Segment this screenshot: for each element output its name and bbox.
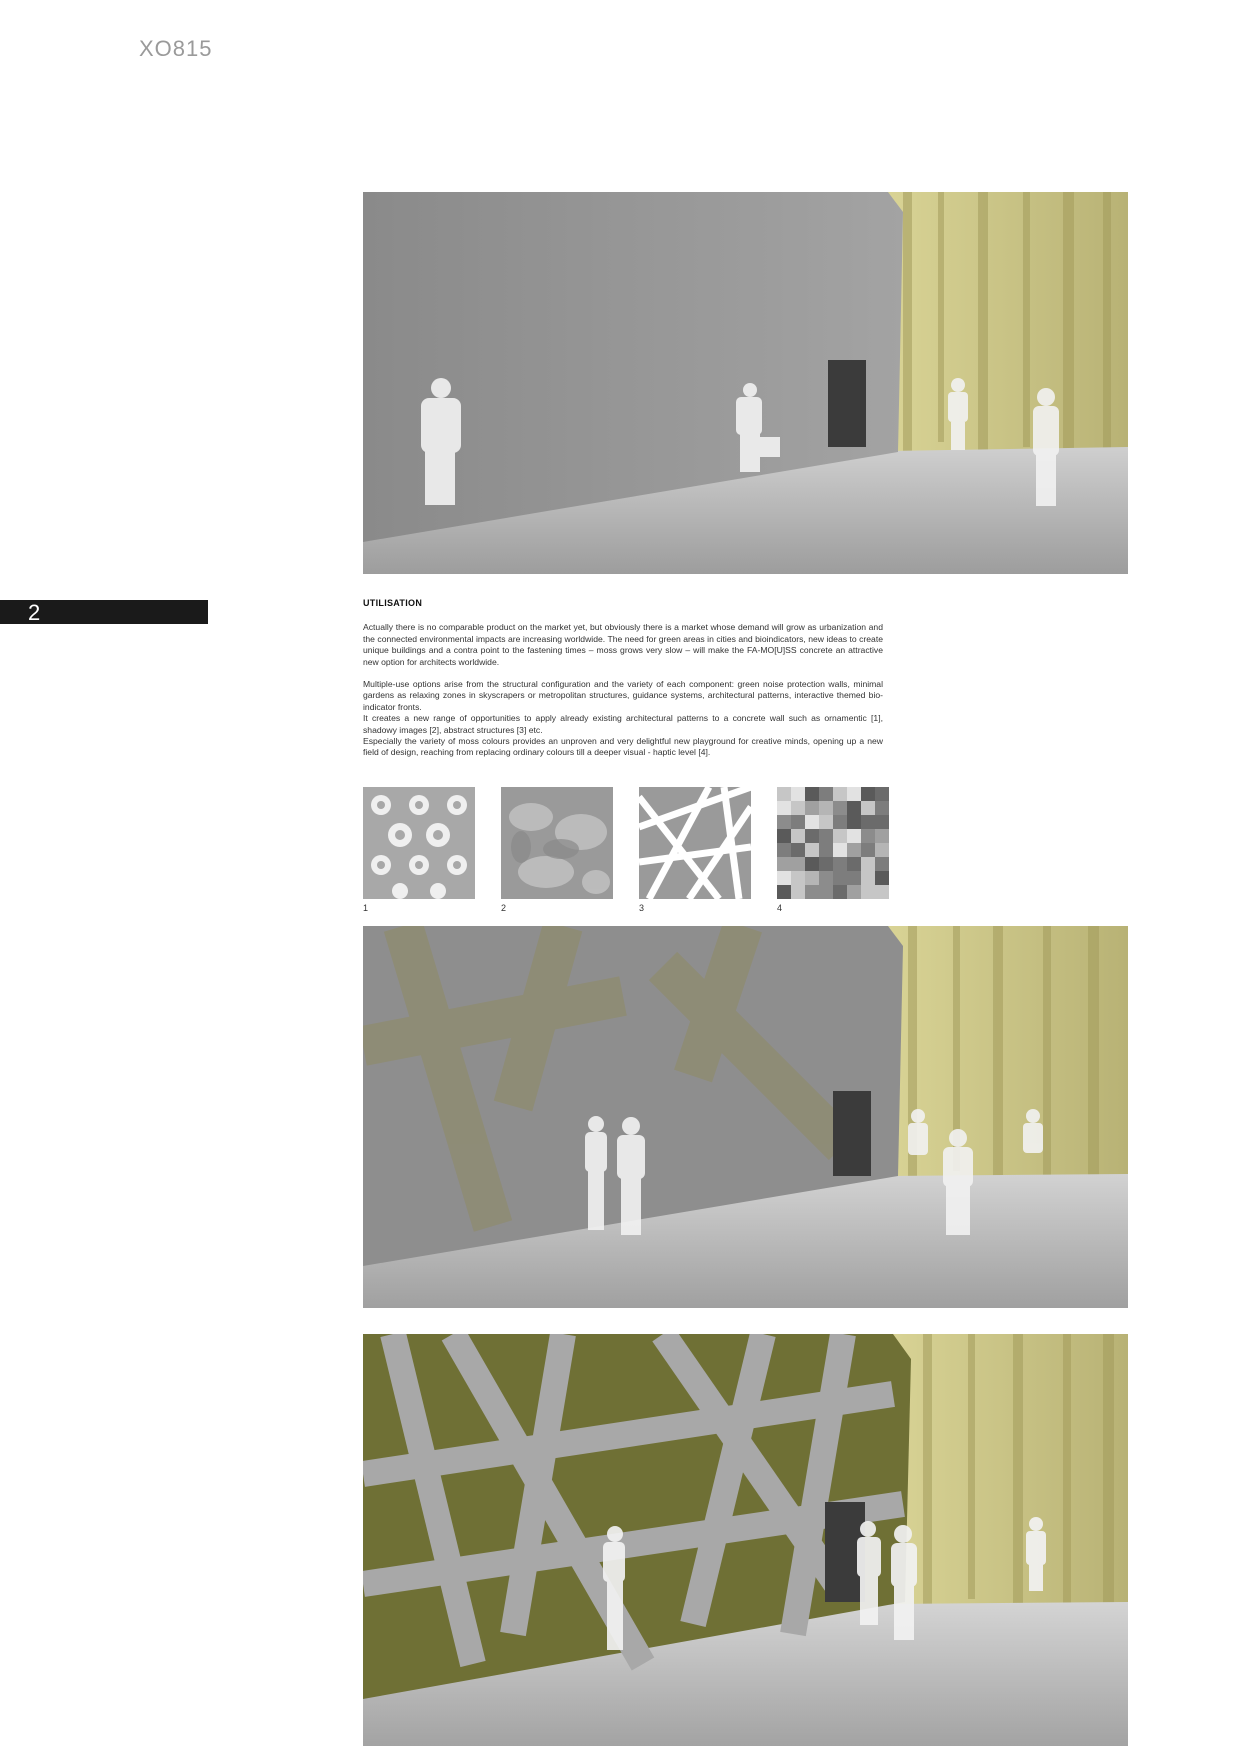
pattern-ornamental	[363, 787, 475, 899]
pixel-cell	[875, 829, 889, 843]
paragraph-3: It creates a new range of opportunities to apply already existing architectural patterns to a concrete wall such as ornamentic [1], shadowy images [2], abstract structures [3] etc.	[363, 713, 883, 735]
pixel-cell	[791, 787, 805, 801]
page-number: 2	[28, 600, 41, 625]
pixel-cell	[805, 885, 819, 899]
pixel-cell	[805, 801, 819, 815]
pixel-cell	[833, 815, 847, 829]
pixel-cell	[861, 787, 875, 801]
render-green-moss-wall	[363, 1334, 1128, 1746]
section-title: UTILISATION	[363, 598, 423, 608]
paragraph-2: Multiple-use options arise from the structural configuration and the variety of each component: green noise protection walls, minimal gardens as relaxing zones in skyscrapers or metropolitan structures, guidance systems, architectural patterns, interactive themed bio-indicator fronts.	[363, 679, 883, 712]
pixel-cell	[875, 871, 889, 885]
pixel-cell	[875, 857, 889, 871]
pixel-cell	[861, 815, 875, 829]
pattern-abstract-structure	[639, 787, 751, 899]
pixel-cell	[833, 801, 847, 815]
pixel-cell	[861, 885, 875, 899]
paragraph-4: Especially the variety of moss colours provides an unproven and very delightful new playground for creative minds, opening up a new field of design, reaching from replacing ordinary colours till a deeper visual - haptic level [4].	[363, 736, 883, 758]
pixel-cell	[777, 857, 791, 871]
pixel-cell	[833, 843, 847, 857]
pixel-cell	[777, 815, 791, 829]
pixel-cell	[791, 885, 805, 899]
pixel-cell	[847, 871, 861, 885]
pattern-number: 3	[639, 903, 645, 913]
pixel-cell	[847, 801, 861, 815]
project-code: XO815	[139, 36, 213, 61]
render-subtle-moss-wall	[363, 926, 1128, 1308]
pixel-cell	[777, 871, 791, 885]
pixel-cell	[791, 857, 805, 871]
pixel-cell	[791, 829, 805, 843]
pixel-cell	[875, 801, 889, 815]
utilisation-text	[363, 598, 883, 759]
pixel-cell	[777, 801, 791, 815]
pixel-cell	[805, 787, 819, 801]
pixel-cell	[819, 787, 833, 801]
pixel-cell	[847, 885, 861, 899]
pixel-cell	[847, 843, 861, 857]
pixel-cell	[777, 829, 791, 843]
page-number-tab	[0, 600, 208, 624]
pixel-cell	[861, 843, 875, 857]
render-plain-wall	[363, 192, 1128, 574]
pixel-cell	[833, 857, 847, 871]
pixel-cell	[847, 815, 861, 829]
pixel-cell	[847, 829, 861, 843]
pixel-cell	[861, 829, 875, 843]
pixel-cell	[819, 843, 833, 857]
pixel-cell	[861, 801, 875, 815]
pixel-cell	[833, 871, 847, 885]
pixel-cell	[777, 787, 791, 801]
pixel-cell	[875, 787, 889, 801]
pixel-cell	[875, 885, 889, 899]
pattern-number: 1	[363, 903, 369, 913]
pixel-cell	[833, 885, 847, 899]
pixel-cell	[805, 829, 819, 843]
pattern-number: 4	[777, 903, 783, 913]
pixel-cell	[805, 843, 819, 857]
pixel-cell	[805, 815, 819, 829]
pixel-cell	[833, 829, 847, 843]
pixel-cell	[819, 885, 833, 899]
paragraph-1: Actually there is no comparable product on the market yet, but obviously there is a market whose demand will grow as urbanization and the connected environmental impacts are increasing worldwide. The need for green areas in cities and bioindicators, new ideas to create unique buildings and a contra point to the fastening times – moss grows very slow – will make the FA-MO[U]SS concrete an attractive new option for architects worldwide.	[363, 622, 883, 667]
pixel-cell	[847, 787, 861, 801]
pattern-number: 2	[501, 903, 507, 913]
pixel-cell	[805, 871, 819, 885]
pixel-cell	[833, 787, 847, 801]
pixel-cell	[875, 815, 889, 829]
pixel-cell	[791, 871, 805, 885]
pixel-cell	[875, 843, 889, 857]
pixel-cell	[819, 801, 833, 815]
pixel-cell	[777, 843, 791, 857]
pattern-pixel-colours	[777, 787, 889, 899]
pixel-cell	[819, 815, 833, 829]
pixel-cell	[861, 857, 875, 871]
pixel-cell	[791, 801, 805, 815]
pattern-samples	[363, 787, 893, 917]
pixel-cell	[847, 857, 861, 871]
pixel-cell	[819, 871, 833, 885]
pixel-cell	[819, 829, 833, 843]
pixel-cell	[791, 815, 805, 829]
pixel-cell	[861, 871, 875, 885]
pixel-cell	[819, 857, 833, 871]
pixel-cell	[805, 857, 819, 871]
pixel-cell	[791, 843, 805, 857]
pixel-cell	[777, 885, 791, 899]
pattern-shadowy-image	[501, 787, 613, 899]
